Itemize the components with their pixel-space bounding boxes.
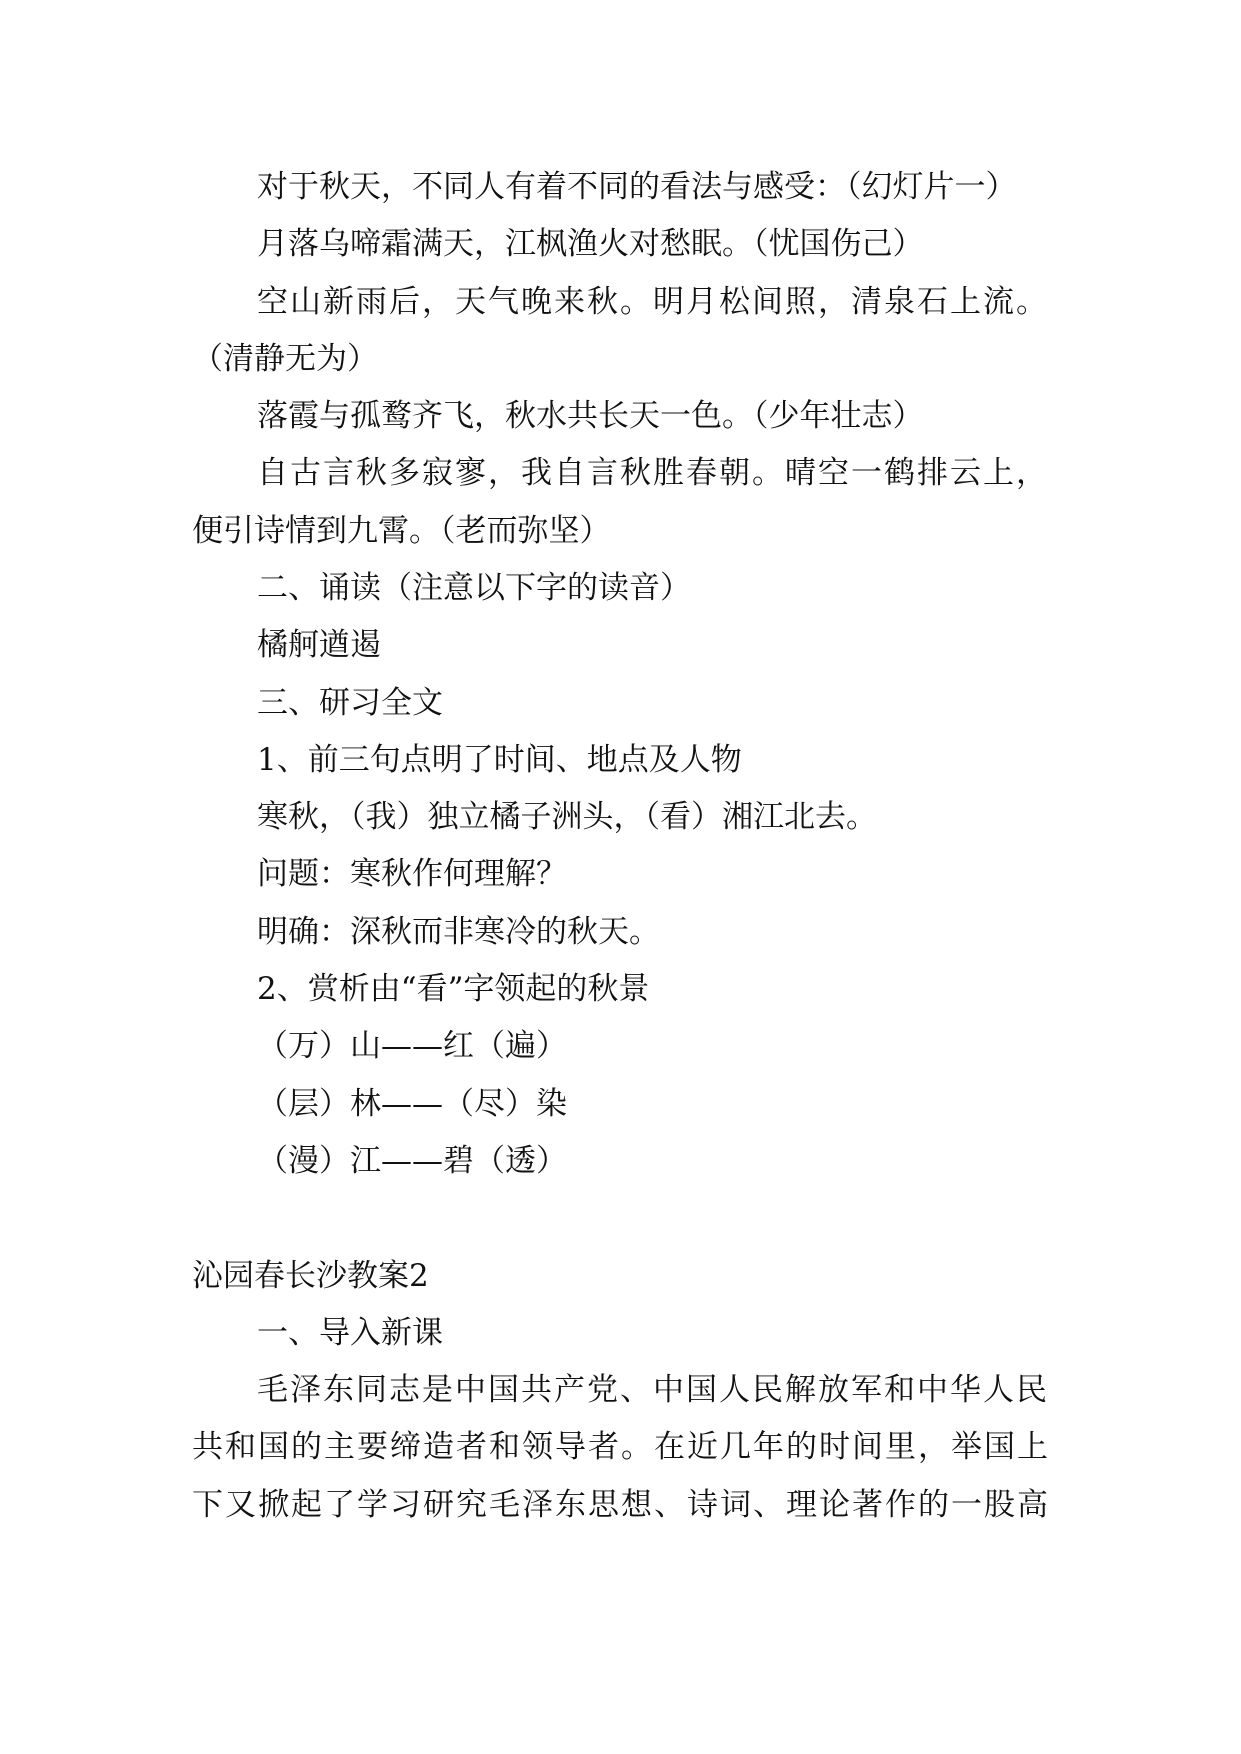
- paragraph-line: 对于秋天，不同人有着不同的看法与感受：（幻灯片一）: [257, 169, 1017, 205]
- paragraph-line: 月落乌啼霜满天，江枫渔火对愁眠。（忧国伤己）: [257, 226, 924, 262]
- paragraph-line: 便引诗情到九霄。（老而弥坚）: [192, 513, 611, 549]
- paragraph-line: 问题：寒秋作何理解？: [257, 856, 567, 892]
- paragraph-line: （层）林——（尽）染: [257, 1086, 567, 1122]
- paragraph-line: 一、导入新课: [257, 1315, 443, 1351]
- section-title: 沁园春长沙教案2: [192, 1258, 429, 1294]
- paragraph-line: 橘舸遒遏: [257, 627, 381, 663]
- paragraph-line: 自古言秋多寂寥，我自言秋胜春朝。晴空一鹤排云上，: [257, 455, 1049, 491]
- paragraph-line: 共和国的主要缔造者和领导者。在近几年的时间里，举国上: [192, 1429, 1050, 1465]
- paragraph-line: 寒秋，（我）独立橘子洲头，（看）湘江北去。: [257, 799, 877, 835]
- paragraph-line: 落霞与孤鹜齐飞，秋水共长天一色。（少年壮志）: [257, 398, 924, 434]
- paragraph-line: 三、研习全文: [257, 685, 443, 721]
- paragraph-line: （万）山——红（遍）: [257, 1028, 567, 1064]
- paragraph-line: 二、诵读（注意以下字的读音）: [257, 570, 691, 606]
- paragraph-line: 下又掀起了学习研究毛泽东思想、诗词、理论著作的一股高: [192, 1487, 1050, 1523]
- paragraph-line: （清静无为）: [192, 341, 378, 377]
- paragraph-line: 明确：深秋而非寒冷的秋天。: [257, 914, 660, 950]
- paragraph-line: 1、前三句点明了时间、地点及人物: [257, 742, 742, 778]
- paragraph-line: 空山新雨后，天气晚来秋。明月松间照，清泉石上流。: [257, 284, 1049, 320]
- paragraph-line: （漫）江——碧（透）: [257, 1143, 567, 1179]
- paragraph-line: 2、赏析由“看”字领起的秋景: [257, 971, 650, 1007]
- paragraph-line: 毛泽东同志是中国共产党、中国人民解放军和中华人民: [257, 1372, 1049, 1408]
